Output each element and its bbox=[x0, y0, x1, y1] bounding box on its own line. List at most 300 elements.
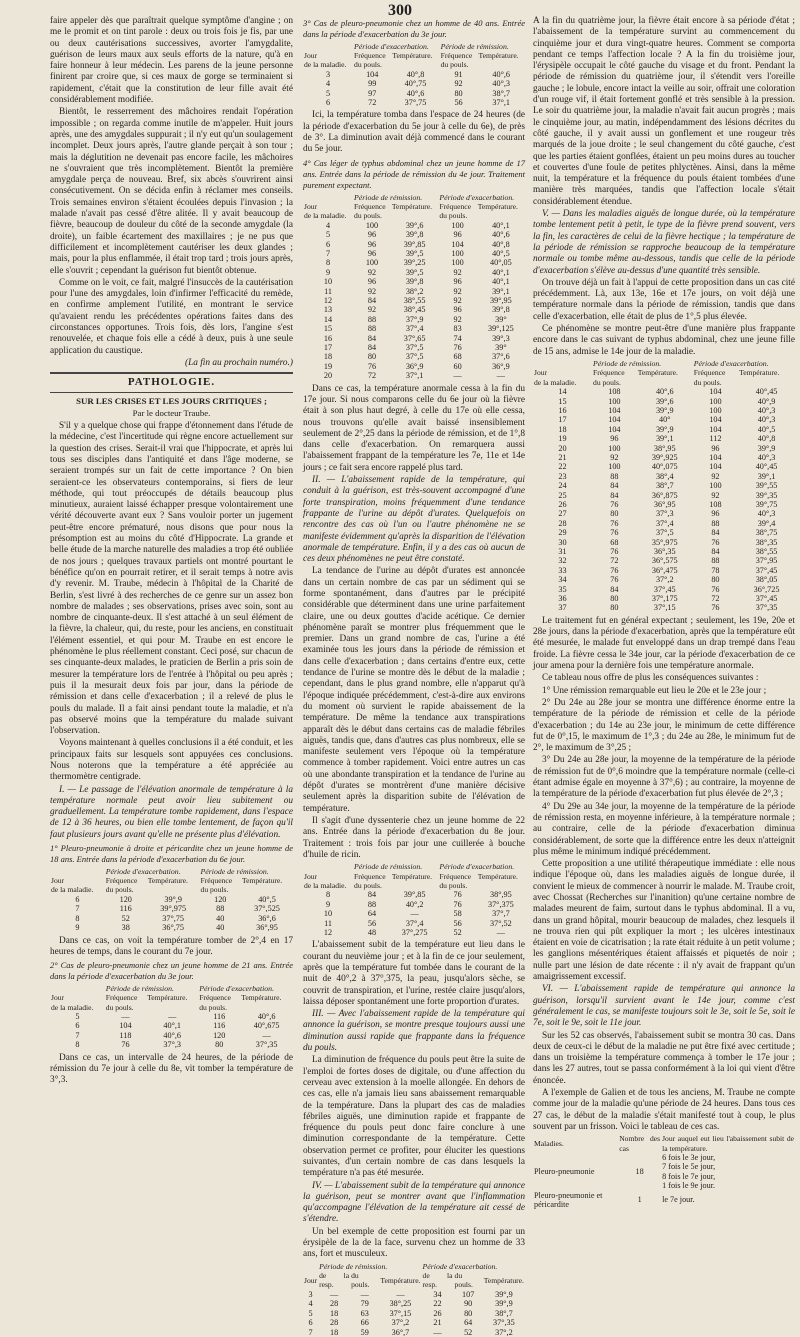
nombre-cell: 1 bbox=[637, 1195, 642, 1205]
paragraph: Cette proposition a une utilité thérapeutique immédiate : elle nous indique l'époque où, dans les maladies aiguës de longue durée, il convient le mieux de commencer à nourrir le malade. M. Traube croit, avec Chossat (Recherches sur l'inanition) qu'une certaine nombre de malades meurent de faim, surtout dans le typhus abdominal. Il a vu, dans un grand hôpital, mourir beaucoup de malades, chez lesquels il ne trouva rien qui pût expliquer la mort ; les ulcères intestinaux étaient en voie de cicatrisation ; la rate était réduite à un petit volume ; les ganglions mésentériques étaient affaissés et piquetés de noir ; nulle part une lésion de date récente : il n'y avait de frappant qu'un amaigrissement excessif. bbox=[533, 859, 795, 983]
table-cell: 38°,25 bbox=[389, 1299, 412, 1309]
table-cell: 39°,5 bbox=[405, 248, 424, 258]
table-cell: 92 bbox=[453, 267, 462, 277]
table-cell: 92 bbox=[711, 471, 720, 481]
table-cell: 13 bbox=[323, 305, 333, 315]
table-cell: 8 bbox=[325, 258, 331, 268]
table-cell: 36°,35 bbox=[653, 547, 676, 557]
table-cell: 84 bbox=[367, 295, 377, 305]
header-blank bbox=[391, 60, 439, 69]
header-blank bbox=[303, 193, 353, 202]
table-cell: 10 bbox=[323, 909, 333, 919]
header-freq-sub: du pouls. bbox=[439, 211, 468, 221]
table-cell: 37°,45 bbox=[755, 565, 778, 575]
table-cell: 8 bbox=[325, 890, 331, 900]
header-freq-sub: du pouls. bbox=[105, 885, 134, 895]
table-cell: 40°,05 bbox=[490, 258, 512, 268]
table-cell: 40°,6 bbox=[163, 1030, 181, 1040]
header-jour-sub: de la maladie. bbox=[51, 1002, 94, 1012]
header-blank bbox=[738, 378, 795, 387]
paragraph: Dans ce cas, la température anormale cessa à la fin du 17e jour. Si nous comparons celle du 6e jour où la fièvre était à son plus haut degré, à celle du 17e où elle cessa, nous trouvons qu'elle avait baissé insensiblement seulement de 2°,25 dans la période de rémission, et de 1°,8 dans celle d'exacerbation. On remarquera aussi l'abaissement frappant de la température les 7e, 11e et 14e jours ; ce fait sera encore rappelé plus tard. bbox=[303, 383, 525, 473]
table-row bbox=[50, 1040, 293, 1049]
table-cell: 39°,925 bbox=[651, 452, 678, 462]
table-cell: 40°,75 bbox=[404, 79, 427, 89]
header-blank bbox=[477, 881, 525, 890]
header-jour-sub: de la maladie. bbox=[51, 885, 94, 895]
paragraph: A l'exemple de Galien et de tous les anciens, M. Traube ne compte comme jour de la maladie qu'une période de 24 heures. Dans tous ces 27 cas, le début de la maladie s'était manifesté tout à coup, le plus souvent par un frisson. Voici le tableau de ces cas. bbox=[533, 1088, 795, 1132]
table-cell: 37°,9 bbox=[405, 314, 424, 324]
header-blank bbox=[147, 885, 200, 894]
header-temp: Température. bbox=[241, 876, 283, 886]
header-freq: Fréquence bbox=[200, 876, 233, 886]
table-cell: 7 bbox=[325, 248, 331, 258]
table-cell: 76 bbox=[711, 603, 720, 613]
table-cell: 40°,3 bbox=[757, 509, 776, 519]
table-cell: 40°,1 bbox=[492, 267, 510, 277]
header-exacerbation: Période d'exacerbation. bbox=[422, 1261, 498, 1271]
header-temp: Température. bbox=[380, 1275, 421, 1285]
table-cell: 104 bbox=[608, 415, 621, 425]
table-cell: 38°,05 bbox=[755, 575, 778, 585]
table-cell: 9 bbox=[325, 267, 331, 277]
table-row bbox=[50, 1031, 293, 1040]
paragraph: Ici, la température tomba dans l'espace de 24 heures (de la période d'exacerbation du 5e jour à celle du 6e), de près de 3°. La diminution avait déjà commencé dans le courant du 5e jour. bbox=[303, 110, 525, 155]
table-cell: 40°,2 bbox=[405, 899, 424, 909]
header-exacerbation: Période d'exacerbation. bbox=[199, 983, 275, 993]
table-cell: 108 bbox=[709, 500, 722, 509]
table-row bbox=[533, 1153, 795, 1191]
table-row bbox=[303, 343, 525, 352]
table-cell: 112 bbox=[709, 434, 722, 444]
table-cell: 12 bbox=[323, 927, 333, 937]
table-row bbox=[533, 1191, 795, 1210]
table-cell: 84 bbox=[711, 528, 720, 538]
table-cell: 80 bbox=[711, 575, 720, 585]
header-remission: Période de rémission. bbox=[105, 983, 174, 993]
table-cell: 80 bbox=[215, 1040, 224, 1050]
table-cell: 39°,9 bbox=[655, 405, 674, 415]
table-cell: 76 bbox=[453, 343, 462, 353]
table-cell: 40°,45 bbox=[755, 462, 778, 472]
table-cell: 76 bbox=[711, 584, 720, 594]
table-cell: 56 bbox=[367, 918, 377, 928]
table-cell: 39° bbox=[495, 314, 507, 324]
table-cell: 56 bbox=[453, 918, 462, 928]
table-row bbox=[50, 1021, 293, 1030]
table-cell: — bbox=[262, 1030, 271, 1040]
table-cell: 100 bbox=[451, 220, 464, 230]
table-cell: 100 bbox=[608, 396, 621, 406]
table-cell: 37°,4 bbox=[405, 918, 424, 928]
table-cell: 40°,9 bbox=[757, 396, 776, 406]
table-cell: 40°,3 bbox=[757, 405, 776, 415]
header-freq: Fréquence bbox=[354, 201, 386, 211]
paragraph: III. — Avec l'abaissement rapide de la température qui annonce la guérison, se montre presque toujours aussi une diminution aussi rapide que frappante dans la fréquence du pouls. bbox=[303, 1009, 525, 1054]
table-cell: 38 bbox=[121, 923, 130, 933]
header-jour: Jour bbox=[304, 1275, 318, 1285]
table-cell: 10 bbox=[323, 277, 333, 287]
header-remission: Période de rémission. bbox=[440, 41, 509, 51]
table-cell: 6 bbox=[75, 1021, 80, 1031]
table-cell: 76 bbox=[121, 1040, 130, 1050]
header-freq-sub: du pouls. bbox=[593, 377, 621, 387]
table-cell: — bbox=[360, 1289, 369, 1299]
table-cell: 104 bbox=[709, 462, 722, 472]
table-row bbox=[533, 397, 795, 406]
table-cell: 84 bbox=[610, 481, 619, 491]
table-cell: 38°,7 bbox=[655, 481, 674, 491]
table-cell: 21 bbox=[558, 452, 567, 462]
table-row bbox=[303, 89, 525, 98]
table-cell: 28 bbox=[558, 518, 567, 528]
table-cell: 37°,95 bbox=[755, 556, 778, 566]
table-cell: 76 bbox=[453, 890, 462, 900]
table-cell: 37°,6 bbox=[492, 352, 510, 362]
table-cell: 76 bbox=[711, 537, 720, 547]
header-freq-sub: du pouls. bbox=[354, 211, 382, 221]
table-row bbox=[303, 296, 525, 305]
table-cell: 28 bbox=[329, 1318, 339, 1328]
header-jour: Jour bbox=[534, 368, 548, 378]
table-cell: 22 bbox=[558, 462, 567, 472]
table-cell: 37°,45 bbox=[653, 584, 676, 594]
table-cell: 40 bbox=[216, 913, 225, 923]
table-cell: 39°,9 bbox=[495, 1289, 513, 1299]
table-cell: 96 bbox=[453, 277, 462, 287]
header-jour: Jour bbox=[51, 993, 65, 1003]
table-cell: 37°,375 bbox=[487, 899, 514, 909]
table-row bbox=[303, 919, 525, 928]
paragraph: A la fin du quatrième jour, la fièvre était encore à sa période d'état ; l'abaissement de la température survint au commencement du cinquième jour et dura vingt-quatre heures. Comment se comporta pendant ce temps l'affection locale ? A la fin du troisième jour, l'érysipèle occupait le côté gauche du visage et du front. Pendant la période de rémission du quatrième jour, il s'étendit vers l'oreille gauche ; le lobule, encore intact la veille au soir, offrait une coloration d'un rouge vif, il était fortement gonflé et très sensible à la pression. Le soir du quatrième jour, la maladie n'avait fait aucun progrès ; mais le cinquième jour, au matin, indépendamment des lésions décrites du côté gauche, il y avait aussi un gonflement et une rougeur très marqués de la joue droite ; le seul changement du côté gauche, c'est que les parties étaient gonflées, étaient un peu moins dures au toucher et couvertes d'une foule de petites phlyctènes. Ainsi, dans la même nuit, la température et la fréquence du pouls étaient tombées d'une manière très marquées, tandis que l'affection locale s'était considérablement étendue. bbox=[533, 16, 795, 207]
table-cell: 92 bbox=[453, 295, 462, 305]
table-cell: 33 bbox=[558, 565, 567, 575]
table-cell: 116 bbox=[213, 1021, 226, 1031]
table-cell: 38°,35 bbox=[755, 537, 778, 547]
table-cell: 37°,175 bbox=[651, 594, 678, 604]
table-row bbox=[533, 462, 795, 471]
table-cell: 20 bbox=[323, 371, 333, 381]
table-cell: 76 bbox=[610, 500, 619, 509]
table-cell: 68 bbox=[453, 352, 462, 362]
header-remission: Période de rémission. bbox=[319, 1261, 388, 1271]
table-cell: 17 bbox=[323, 343, 333, 353]
header-temp: Température. bbox=[477, 201, 518, 211]
header-temp: Température. bbox=[477, 871, 518, 881]
table-cell: 39°,9 bbox=[164, 894, 182, 904]
table-cell: 37°,3 bbox=[163, 1040, 181, 1050]
header-freq: Fréquence bbox=[354, 51, 386, 60]
table-cell: 76 bbox=[367, 361, 377, 371]
paragraph: Sur les 52 cas observés, l'abaissement subit se montra 30 cas. Dans deux de ceux-ci le début de la maladie ne put être fixé avec certitude ; dans un troisième la température commença à tomber le 17e jour ; dans les 27 autres, tout se passa conformément à la loi qui vient d'être énoncée. bbox=[533, 1030, 795, 1086]
table-cell: 40°,3 bbox=[757, 452, 776, 462]
table-cell: 88 bbox=[367, 899, 377, 909]
table-cell: 7 bbox=[308, 1327, 313, 1337]
paragraph: V. — Dans les maladies aiguës de longue durée, où la température tombe lentement petit à petit, le type de la fièvre prend souvent, vers la fin, les caractères de celui de la fièvre hectique ; la température de la période de rémission se rapproche beaucoup de la température normale ou tombe même au-dessous, tandis que celle de la période d'exacerbation s'élève au-dessus d'une quantité très sensible. bbox=[533, 209, 795, 276]
jour-entry: 7 fois le 5e jour, bbox=[662, 1162, 716, 1172]
table-cell: 40°,6 bbox=[257, 1011, 276, 1021]
table-row bbox=[533, 603, 795, 612]
header-freq-sub: du pouls. bbox=[439, 880, 468, 890]
table-cell: 108 bbox=[608, 387, 621, 397]
table-cell: 7 bbox=[75, 1030, 80, 1040]
table-cell: 120 bbox=[213, 1030, 226, 1040]
table-cell: 100 bbox=[608, 443, 621, 453]
table-cell: 40°,075 bbox=[651, 462, 678, 472]
table-cell: 40°,1 bbox=[163, 1021, 181, 1031]
table-cell: 84 bbox=[367, 333, 377, 343]
table-row bbox=[303, 324, 525, 333]
table-cell: 37°,5 bbox=[405, 343, 424, 353]
jour-entry: 1 fois le 9e jour. bbox=[662, 1181, 716, 1191]
table-row bbox=[303, 277, 525, 286]
table-cell: 104 bbox=[366, 69, 379, 79]
table-cell: 116 bbox=[119, 904, 132, 914]
header-maladies: Maladies. bbox=[534, 1138, 564, 1148]
table-cell: — bbox=[396, 1289, 405, 1299]
table-cell: 4 bbox=[308, 1299, 313, 1309]
table-cell: 39°,35 bbox=[755, 490, 778, 500]
header-jour-sub: de la maladie. bbox=[304, 211, 347, 221]
table-cell: 23 bbox=[558, 471, 567, 481]
header-nombre: Nombre des cas bbox=[619, 1134, 661, 1153]
table-cell: 40°,675 bbox=[253, 1021, 280, 1031]
table-cell: 72 bbox=[610, 556, 619, 566]
table-cell: 37°,35 bbox=[255, 1040, 278, 1050]
table-cell: 24 bbox=[558, 481, 567, 491]
table-cell: 36°,9 bbox=[405, 361, 424, 371]
table-cell: 104 bbox=[709, 387, 722, 397]
table-cell: 96 bbox=[453, 230, 462, 240]
header-remission: Période de rémission. bbox=[593, 358, 662, 368]
header-freq: Fréquence bbox=[693, 368, 726, 378]
paragraph: Dans ce cas, on voit la température tomber de 2°,4 en 17 heures de temps, dans le courant du 7e jour. bbox=[50, 935, 293, 957]
table-row bbox=[303, 900, 525, 909]
paragraph: Ce phénomène se montre peut-être d'une manière plus frappante encore dans le cas suivant de typhus abdominal, chez une jeune fille de 15 ans, admise le 14e jour de la maladie. bbox=[533, 324, 795, 357]
table-cell: 40°,6 bbox=[492, 69, 511, 79]
table-cell: 31 bbox=[558, 547, 567, 557]
table-cell: — bbox=[496, 927, 505, 937]
article-author: Par le docteur Traube. bbox=[132, 407, 211, 418]
table-cell: 96 bbox=[711, 443, 720, 453]
header-blank bbox=[391, 211, 438, 220]
table-cell: 80 bbox=[454, 88, 463, 98]
table-cell: 37°,525 bbox=[254, 904, 280, 914]
table-row bbox=[303, 1299, 525, 1308]
table-cell: 39°,6 bbox=[405, 220, 424, 230]
header-jour: Jour bbox=[304, 201, 318, 211]
table-cell: 88 bbox=[367, 314, 377, 324]
table-cell: 38°,95 bbox=[653, 443, 676, 453]
table-cell: 39°,9 bbox=[495, 1299, 513, 1309]
table-cell: 80 bbox=[464, 1308, 473, 1318]
table-cell: 36 bbox=[558, 594, 567, 604]
table-cell: 39°,8 bbox=[405, 230, 424, 240]
header-jour: Jour bbox=[51, 876, 65, 886]
table-cell: 37°,35 bbox=[493, 1318, 515, 1328]
table-cell: 52 bbox=[121, 913, 130, 923]
table-cell: 39°,975 bbox=[160, 904, 187, 914]
table-cell: 120 bbox=[119, 894, 132, 904]
table-cell: 100 bbox=[451, 248, 464, 258]
table-cell: 96 bbox=[367, 248, 377, 258]
table-cell: 68 bbox=[610, 537, 619, 547]
table-cell: 9 bbox=[325, 899, 331, 909]
table-row bbox=[533, 585, 795, 594]
table-cell: 39°,1 bbox=[655, 434, 674, 444]
paragraph: L'abaissement subit de la température eut lieu dans le courant du neuvième jour ; et à la fin de ce jour seulement, après que la température fut tombée dans le courant de la nuit de 40°,2 à 37°,375, la peau, jusqu'alors sèche, se couvrit de transpiration, et l'urine, restée claire jusqu'alors, laissa déposer spontanément une forte proportion d'urates. bbox=[303, 940, 525, 1007]
table-cell: 36°,875 bbox=[651, 490, 678, 500]
table-cell: 6 bbox=[75, 894, 80, 904]
table-cell: 37°,7 bbox=[492, 909, 510, 919]
table-cell: 116 bbox=[213, 1011, 226, 1021]
paragraph: 2° Du 24e au 28e jour se montra une différence énorme entre la température de la période de rémission et celle de la période d'exacerbation ; du 14e au 23e jour, le minimum de cette différence fut de 0°,15, le maximum de 1°,3 ; du 24e au 28e, le minimum fut de 2°, le maximum de 3°,25 ; bbox=[533, 697, 795, 754]
table-row bbox=[533, 434, 795, 443]
paragraph: 4° Du 29e au 34e jour, la moyenne de la température de la période de rémission resta, en moyenne inférieure, à la température normale ; au contraire, celle de la période d'exacerbation diminua considérablement, de sorte que la différence entre les deux n'atteignit plus même le minimum indiqué précédemment. bbox=[533, 801, 795, 857]
table-cell: 25 bbox=[558, 490, 567, 500]
header-temp: Température. bbox=[241, 993, 282, 1003]
header-freq-sub: du pouls. bbox=[354, 60, 382, 70]
table-row bbox=[303, 334, 525, 343]
table-cell: 76 bbox=[610, 575, 619, 585]
table-cell: 64 bbox=[464, 1318, 473, 1328]
table-cell: 38°,7 bbox=[495, 1308, 513, 1318]
table-cell: — bbox=[453, 371, 462, 381]
paragraph: On trouve déjà un fait à l'appui de cette proposition dans un cas cité précédemment. Là, aux 13e, 16e et 17e jours, on voit déjà une température normale dans la période de rémission, tandis que dans celle d'exacerbation, elle était de plus de 1°,5 plus élevée. bbox=[533, 277, 795, 322]
table-cell: 38°,4 bbox=[655, 471, 674, 481]
data-table-4 bbox=[303, 193, 525, 381]
table-cell: 39°,8 bbox=[492, 305, 510, 315]
maladie-cell: Pleuro-pneumonie bbox=[534, 1167, 595, 1177]
header-freq-sub: du pouls. bbox=[105, 1002, 134, 1012]
data-table-6 bbox=[533, 359, 795, 613]
header-exacerbation: Période d'exacerbation. bbox=[693, 358, 769, 368]
table-cell: 88 bbox=[711, 556, 720, 566]
table-row bbox=[303, 890, 525, 899]
jour-entry: 6 fois le 3e jour, bbox=[662, 1153, 716, 1163]
table-cell: 104 bbox=[709, 424, 722, 434]
jours-cell bbox=[661, 1191, 795, 1210]
header-freq: Fréquence bbox=[105, 993, 138, 1003]
table-cell: 118 bbox=[119, 1030, 132, 1040]
paragraph: 1° Une rémission remarquable eut lieu le 20e et le 23e jour ; bbox=[542, 685, 767, 696]
table-cell: 40°,8 bbox=[492, 239, 510, 249]
header-blank bbox=[637, 378, 693, 387]
table-cell: — bbox=[168, 1011, 177, 1021]
table-cell: 4 bbox=[325, 220, 331, 230]
table-cell: 104 bbox=[709, 452, 722, 462]
data-table-5 bbox=[303, 862, 525, 937]
table-cell: 37 bbox=[558, 603, 567, 613]
header-exacerbation: Période d'exacerbation. bbox=[105, 866, 181, 876]
table-cell: 36°,95 bbox=[653, 500, 676, 509]
table-row bbox=[533, 415, 795, 424]
header-jour: Jour bbox=[304, 871, 318, 881]
table-row bbox=[303, 315, 525, 324]
table-cell: 37°,5 bbox=[405, 352, 424, 362]
table-cell: 88 bbox=[610, 471, 619, 481]
table-caption: 3° Cas de pleuro-pneumonie chez un homme de 40 ans. Entrée dans la période d'exacerbation du 3e jour. bbox=[303, 18, 525, 40]
table-row bbox=[303, 230, 525, 239]
table-row bbox=[303, 79, 525, 88]
table-row bbox=[533, 425, 795, 434]
table-cell: 38°,7 bbox=[492, 88, 511, 98]
paragraph: La diminution de fréquence du pouls peut être la suite de l'emploi de fortes doses de digitale, ou d'une affection du cerveau avec extension à la moelle allongée. En dehors de ces cas, elle n'a jamais lieu sans abaissement remarquable de la température. Dans la plupart des cas de maladies fébriles aiguës, une diminution rapide et frappante de fréquence du pouls peut donc faire conclure à une diminution correspondante de la température. Cette observation permet ce profiter, pour éluciter les questions suivantes, d'un certain nombre de cas dans lesquels la température n'a pas été mesurée. bbox=[303, 1055, 525, 1179]
table-cell: 60 bbox=[453, 361, 462, 371]
header-freq: Fréquence bbox=[439, 201, 471, 211]
header-temp: Température. bbox=[739, 368, 780, 378]
table-cell: 39°,85 bbox=[403, 239, 426, 249]
header-exacerbation: Période d'exacerbation. bbox=[354, 41, 429, 51]
table-cell: 37°,1 bbox=[405, 371, 424, 381]
header-remission: Période de rémission. bbox=[354, 192, 423, 202]
table-cell: 5 bbox=[308, 1308, 313, 1318]
table-cell: 36°,6 bbox=[258, 913, 276, 923]
header-temp: Température. bbox=[391, 201, 433, 211]
table-cell: 35°,975 bbox=[651, 537, 678, 547]
table-cell: 96 bbox=[610, 434, 619, 444]
table-cell: 37°,4 bbox=[655, 518, 674, 528]
table-cell: 11 bbox=[324, 918, 332, 928]
table-row bbox=[50, 914, 293, 923]
header-freq: Fréquence bbox=[440, 51, 473, 60]
table-row bbox=[303, 249, 525, 258]
header-blank bbox=[477, 60, 525, 69]
header-temp: Température. bbox=[392, 51, 433, 60]
table-row bbox=[50, 904, 293, 913]
table-cell: 39°,3 bbox=[492, 333, 510, 343]
paragraph: Dans ce cas, un intervalle de 24 heures, de la période de rémission du 7e jour à celle du 8e, vit tomber la température de 3°,3. bbox=[50, 1052, 293, 1086]
table-cell: 40°,1 bbox=[492, 277, 510, 287]
table-cell: 39° bbox=[495, 343, 507, 353]
table-cell: 8 bbox=[75, 1040, 80, 1050]
table-row bbox=[533, 472, 795, 481]
table-cell: 39°,75 bbox=[755, 500, 778, 509]
header-blank bbox=[146, 1003, 198, 1012]
table-row bbox=[303, 352, 525, 361]
table-cell: 104 bbox=[608, 424, 621, 434]
paragraph: Ce tableau nous offre de plus les conséquences suivantes : bbox=[542, 673, 759, 684]
header-resp: de la resp. bbox=[319, 1271, 350, 1290]
table-cell: 52 bbox=[453, 927, 462, 937]
end-note: (La fin au prochain numéro.) bbox=[184, 357, 293, 368]
table-cell: 28 bbox=[329, 1299, 339, 1309]
table-cell: 35 bbox=[558, 584, 567, 594]
table-cell: 34 bbox=[433, 1289, 442, 1299]
table-row bbox=[50, 895, 293, 904]
table-cell: 38°,55 bbox=[403, 295, 426, 305]
table-cell: 36°,9 bbox=[492, 361, 510, 371]
table-cell: 39°,95 bbox=[490, 295, 512, 305]
table-row bbox=[533, 594, 795, 603]
table-cell: 38°,95 bbox=[490, 890, 512, 900]
table-cell: 100 bbox=[709, 396, 722, 406]
table-cell: 100 bbox=[451, 258, 464, 268]
table-row bbox=[533, 547, 795, 556]
nombre-cell: 18 bbox=[635, 1167, 644, 1177]
table-cell: 16 bbox=[558, 405, 567, 415]
table-cell: 9 bbox=[75, 923, 80, 933]
table-cell: 37°,3 bbox=[655, 509, 674, 519]
paragraph: I. — Le passage de l'élévation anormale de température à la température normale peut avoir lieu subitement ou graduellement. La température tombe rapidement, dans l'espace de 12 à 36 heures, ou bien elle tombe lentement, de façon qu'il faut plusieurs jours avant qu'elle ne présente plus d'élévation. bbox=[50, 784, 293, 840]
table-cell: 90 bbox=[464, 1299, 473, 1309]
table-cell: — bbox=[329, 1289, 339, 1299]
data-table-1 bbox=[50, 867, 293, 933]
table-cell: 40°,8 bbox=[406, 69, 425, 79]
table-cell: 3 bbox=[308, 1289, 313, 1299]
table-cell: 88 bbox=[367, 324, 377, 334]
header-blank bbox=[50, 984, 105, 993]
table-cell: 36°,725 bbox=[753, 584, 780, 594]
